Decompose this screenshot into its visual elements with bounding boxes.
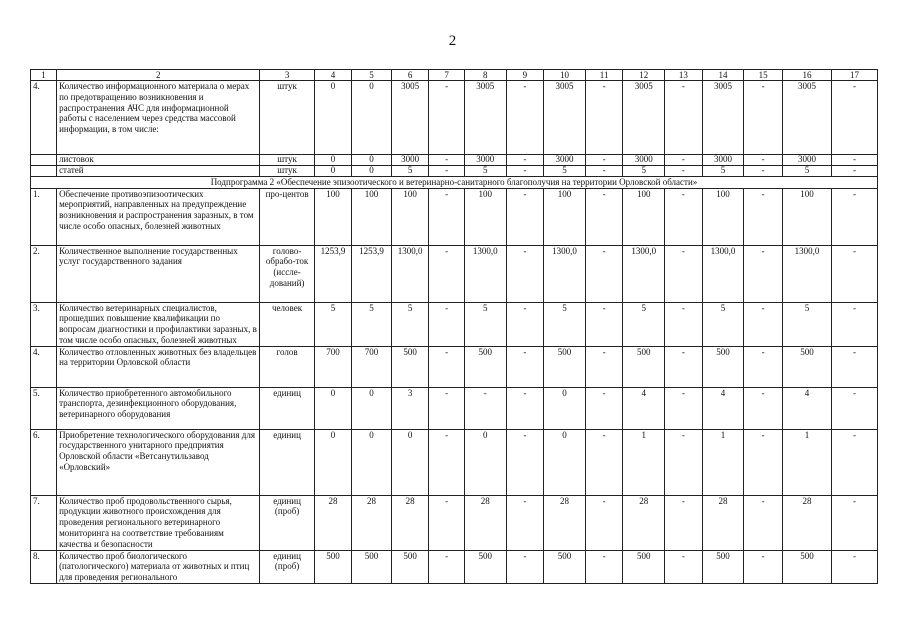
value-cell: 3005 <box>782 81 831 155</box>
value-cell: 700 <box>314 346 352 387</box>
value-cell: 3005 <box>464 81 506 155</box>
subprogram-title: Подпрограмма 2 «Обеспечение эпизоотического и ветеринарно-санитарного благополучия на территории Орловской области» <box>31 176 878 188</box>
value-cell: 3000 <box>782 155 831 166</box>
value-cell: 5 <box>464 165 506 176</box>
value-cell: - <box>831 302 877 346</box>
value-cell: - <box>831 81 877 155</box>
value-cell: 0 <box>314 429 352 495</box>
value-cell: 5 <box>782 302 831 346</box>
value-cell: 500 <box>623 346 665 387</box>
row-number-cell: 8. <box>31 550 57 583</box>
table-row <box>31 550 878 583</box>
unit-cell: голово-обрабо-ток (иссле-дований) <box>260 245 314 302</box>
value-cell: 3000 <box>623 155 665 166</box>
value-cell: 0 <box>544 387 586 429</box>
table-row <box>31 346 878 387</box>
value-cell: - <box>429 302 464 346</box>
indicator-name-cell: Обеспечение противоэпизоотических мероприятий, направленных на предупреждение возникновения и распространения заразных, в том числе особо опасных, болезней животных <box>57 188 260 245</box>
value-cell: - <box>665 188 703 245</box>
unit-cell: штук <box>260 155 314 166</box>
value-cell: 3005 <box>702 81 744 155</box>
value-cell: 0 <box>352 155 392 166</box>
indicator-name-cell: Приобретение технологического оборудования для государственного унитарного предприятия Орловской области «Ветсанутильзавод «Орловский» <box>57 429 260 495</box>
value-cell: - <box>831 165 877 176</box>
value-cell: 0 <box>352 429 392 495</box>
value-cell: - <box>464 387 506 429</box>
value-cell: 5 <box>314 302 352 346</box>
value-cell: - <box>831 495 877 550</box>
value-cell: - <box>744 155 783 166</box>
value-cell: 500 <box>314 550 352 583</box>
value-cell: 3000 <box>391 155 429 166</box>
indicators-table <box>30 69 878 584</box>
value-cell: 5 <box>352 302 392 346</box>
unit-cell: про-центов <box>260 188 314 245</box>
unit-cell: штук <box>260 165 314 176</box>
header-cell: 15 <box>744 70 783 81</box>
value-cell: 100 <box>391 188 429 245</box>
header-cell: 17 <box>831 70 877 81</box>
header-cell: 10 <box>544 70 586 81</box>
value-cell: 1300,0 <box>702 245 744 302</box>
value-cell: - <box>429 429 464 495</box>
value-cell: 0 <box>314 387 352 429</box>
value-cell: 0 <box>352 165 392 176</box>
value-cell: 28 <box>544 495 586 550</box>
unit-cell: человек <box>260 302 314 346</box>
table-row <box>31 302 878 346</box>
page-number: 2 <box>448 33 457 49</box>
value-cell: - <box>744 165 783 176</box>
table-row <box>31 429 878 495</box>
value-cell: 100 <box>782 188 831 245</box>
value-cell: 100 <box>352 188 392 245</box>
value-cell: 1253,9 <box>314 245 352 302</box>
value-cell: 3000 <box>544 155 586 166</box>
value-cell: 0 <box>314 155 352 166</box>
indicator-name-cell: Количество проб продовольственного сырья, продукции животного происхождения для проведения регионального ветеринарного мониторинга на соответствие требованиям качества и безопасности <box>57 495 260 550</box>
value-cell: 1300,0 <box>544 245 586 302</box>
table-row <box>31 81 878 155</box>
value-cell: - <box>506 387 544 429</box>
value-cell: - <box>744 429 783 495</box>
value-cell: 5 <box>623 302 665 346</box>
value-cell: 500 <box>464 550 506 583</box>
value-cell: 0 <box>352 81 392 155</box>
header-row <box>31 70 878 81</box>
value-cell: - <box>585 165 623 176</box>
value-cell: - <box>429 188 464 245</box>
header-cell: 11 <box>585 70 623 81</box>
header-cell: 3 <box>260 70 314 81</box>
value-cell: 0 <box>391 429 429 495</box>
value-cell: - <box>585 81 623 155</box>
value-cell: 28 <box>352 495 392 550</box>
value-cell: - <box>831 346 877 387</box>
value-cell: - <box>665 302 703 346</box>
header-cell: 6 <box>391 70 429 81</box>
value-cell: - <box>744 387 783 429</box>
row-number-cell: 2. <box>31 245 57 302</box>
header-cell: 4 <box>314 70 352 81</box>
value-cell: 28 <box>391 495 429 550</box>
value-cell: - <box>665 429 703 495</box>
value-cell: 1300,0 <box>464 245 506 302</box>
indicator-name-cell: Количественное выполнение государственных услуг государственного задания <box>57 245 260 302</box>
value-cell: 3000 <box>464 155 506 166</box>
unit-cell: штук <box>260 81 314 155</box>
header-cell: 8 <box>464 70 506 81</box>
value-cell: - <box>429 495 464 550</box>
table-row <box>31 165 878 176</box>
value-cell: - <box>665 495 703 550</box>
value-cell: - <box>429 346 464 387</box>
header-cell: 7 <box>429 70 464 81</box>
value-cell: 500 <box>702 346 744 387</box>
value-cell: - <box>831 429 877 495</box>
value-cell: - <box>506 165 544 176</box>
value-cell: - <box>506 188 544 245</box>
header-cell: 5 <box>352 70 392 81</box>
table-body <box>31 70 878 584</box>
value-cell: - <box>429 550 464 583</box>
value-cell: - <box>506 495 544 550</box>
value-cell: 28 <box>464 495 506 550</box>
subprogram-title-row <box>31 176 878 188</box>
unit-cell: единиц <box>260 387 314 429</box>
value-cell: - <box>506 429 544 495</box>
indicator-name-cell: Количество ветеринарных специалистов, прошедших повышение квалификации по вопросам диагностики и профилактики заразных, в том числе особо опасных, болезней животных <box>57 302 260 346</box>
table-row <box>31 245 878 302</box>
value-cell: - <box>744 81 783 155</box>
row-number-cell: 5. <box>31 387 57 429</box>
value-cell: - <box>506 550 544 583</box>
unit-cell: единиц <box>260 429 314 495</box>
row-number-cell: 3. <box>31 302 57 346</box>
value-cell: 5 <box>702 302 744 346</box>
value-cell: - <box>585 245 623 302</box>
value-cell: - <box>665 387 703 429</box>
value-cell: 5 <box>702 165 744 176</box>
value-cell: - <box>429 165 464 176</box>
value-cell: 0 <box>464 429 506 495</box>
table-row <box>31 387 878 429</box>
value-cell: - <box>506 346 544 387</box>
value-cell: - <box>429 155 464 166</box>
table-row <box>31 495 878 550</box>
unit-cell: единиц (проб) <box>260 550 314 583</box>
value-cell: 500 <box>782 550 831 583</box>
value-cell: - <box>665 346 703 387</box>
header-cell: 9 <box>506 70 544 81</box>
row-number-cell: 4. <box>31 346 57 387</box>
row-number-cell: 4. <box>31 81 57 155</box>
value-cell: - <box>506 155 544 166</box>
value-cell: - <box>585 429 623 495</box>
value-cell: - <box>744 245 783 302</box>
header-cell: 13 <box>665 70 703 81</box>
value-cell: - <box>429 387 464 429</box>
value-cell: 500 <box>391 550 429 583</box>
value-cell: 0 <box>314 81 352 155</box>
value-cell: 4 <box>702 387 744 429</box>
row-number-cell <box>31 165 57 176</box>
value-cell: - <box>665 165 703 176</box>
value-cell: 1 <box>782 429 831 495</box>
header-cell: 16 <box>782 70 831 81</box>
table-row <box>31 188 878 245</box>
value-cell: 500 <box>623 550 665 583</box>
value-cell: 28 <box>623 495 665 550</box>
value-cell: 28 <box>702 495 744 550</box>
value-cell: - <box>585 155 623 166</box>
indicator-name-cell: Количество приобретенного автомобильного транспорта, дезинфекционного оборудования, ветеринарного оборудования <box>57 387 260 429</box>
value-cell: - <box>585 495 623 550</box>
value-cell: 1 <box>623 429 665 495</box>
value-cell: - <box>831 387 877 429</box>
indicator-name-cell: листовок <box>57 155 260 166</box>
value-cell: 5 <box>464 302 506 346</box>
value-cell: - <box>585 550 623 583</box>
value-cell: 0 <box>544 429 586 495</box>
value-cell: - <box>831 550 877 583</box>
value-cell: - <box>665 155 703 166</box>
value-cell: 1300,0 <box>782 245 831 302</box>
value-cell: 28 <box>314 495 352 550</box>
value-cell: 5 <box>782 165 831 176</box>
value-cell: 500 <box>352 550 392 583</box>
row-number-cell: 7. <box>31 495 57 550</box>
value-cell: 1253,9 <box>352 245 392 302</box>
value-cell: 3005 <box>544 81 586 155</box>
row-number-cell <box>31 155 57 166</box>
unit-cell: голов <box>260 346 314 387</box>
value-cell: - <box>744 302 783 346</box>
value-cell: 100 <box>544 188 586 245</box>
value-cell: - <box>665 81 703 155</box>
value-cell: - <box>831 188 877 245</box>
value-cell: 0 <box>352 387 392 429</box>
header-cell: 1 <box>31 70 57 81</box>
value-cell: 500 <box>544 346 586 387</box>
value-cell: 3 <box>391 387 429 429</box>
value-cell: 3005 <box>623 81 665 155</box>
value-cell: 500 <box>544 550 586 583</box>
value-cell: - <box>665 550 703 583</box>
row-number-cell: 1. <box>31 188 57 245</box>
value-cell: - <box>585 302 623 346</box>
value-cell: - <box>585 188 623 245</box>
indicator-name-cell: статей <box>57 165 260 176</box>
value-cell: 700 <box>352 346 392 387</box>
value-cell: 100 <box>464 188 506 245</box>
value-cell: - <box>506 81 544 155</box>
value-cell: - <box>744 550 783 583</box>
value-cell: 500 <box>391 346 429 387</box>
value-cell: - <box>744 495 783 550</box>
value-cell: - <box>744 188 783 245</box>
value-cell: 5 <box>391 302 429 346</box>
indicator-name-cell: Количество проб биологического (патологического) материала от животных и птиц для проведения регионального <box>57 550 260 583</box>
indicator-name-cell: Количество информационного материала о мерах по предотвращению возникновения и распространения АЧС для информационной работы с населением через средства массовой информации, в том числе: <box>57 81 260 155</box>
header-cell: 14 <box>702 70 744 81</box>
value-cell: - <box>585 346 623 387</box>
value-cell: - <box>831 155 877 166</box>
value-cell: 100 <box>623 188 665 245</box>
indicator-name-cell: Количество отловленных животных без владельцев на территории Орловской области <box>57 346 260 387</box>
value-cell: 500 <box>782 346 831 387</box>
value-cell: 100 <box>314 188 352 245</box>
value-cell: 1 <box>702 429 744 495</box>
value-cell: 28 <box>782 495 831 550</box>
value-cell: 0 <box>314 165 352 176</box>
value-cell: 500 <box>464 346 506 387</box>
value-cell: 4 <box>782 387 831 429</box>
value-cell: - <box>506 302 544 346</box>
value-cell: - <box>744 346 783 387</box>
value-cell: - <box>429 81 464 155</box>
value-cell: 4 <box>623 387 665 429</box>
value-cell: 1300,0 <box>623 245 665 302</box>
value-cell: - <box>429 245 464 302</box>
value-cell: 3005 <box>391 81 429 155</box>
header-cell: 2 <box>57 70 260 81</box>
value-cell: - <box>665 245 703 302</box>
value-cell: - <box>831 245 877 302</box>
table-row <box>31 155 878 166</box>
unit-cell: единиц (проб) <box>260 495 314 550</box>
value-cell: - <box>506 245 544 302</box>
value-cell: - <box>585 387 623 429</box>
header-cell: 12 <box>623 70 665 81</box>
value-cell: 1300,0 <box>391 245 429 302</box>
row-number-cell: 6. <box>31 429 57 495</box>
value-cell: 5 <box>544 165 586 176</box>
value-cell: 3000 <box>702 155 744 166</box>
value-cell: 500 <box>702 550 744 583</box>
value-cell: 5 <box>623 165 665 176</box>
value-cell: 5 <box>391 165 429 176</box>
value-cell: 5 <box>544 302 586 346</box>
value-cell: 100 <box>702 188 744 245</box>
